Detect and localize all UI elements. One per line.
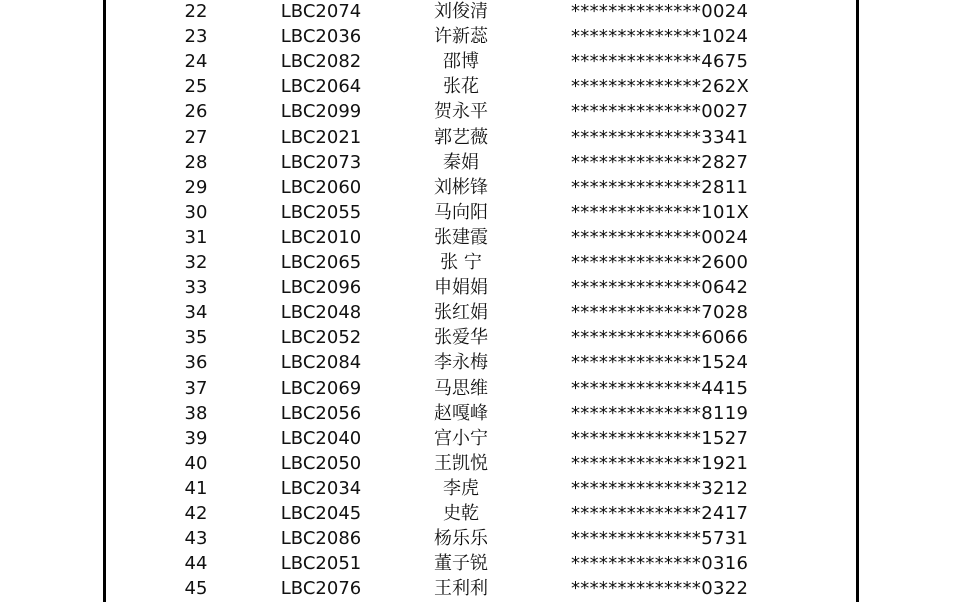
row-number: 28 xyxy=(184,151,208,173)
person-name: 王凯悦 xyxy=(434,452,488,474)
id-number: **************5731 xyxy=(571,528,749,550)
id-number: **************101X xyxy=(571,201,750,223)
person-name: 张爱华 xyxy=(434,327,488,349)
employee-id: LBC2073 xyxy=(280,151,362,173)
id-number: **************1524 xyxy=(571,352,749,374)
person-name: 张建霞 xyxy=(434,226,488,248)
person-name: 董子锐 xyxy=(434,553,488,575)
employee-id: LBC2065 xyxy=(280,252,362,273)
table-row xyxy=(106,526,856,551)
id-number: **************1527 xyxy=(571,427,749,449)
id-number: **************0322 xyxy=(571,578,749,600)
person-name: 张红娟 xyxy=(434,302,488,324)
employee-id: LBC2021 xyxy=(280,126,362,148)
person-name: 郭艺薇 xyxy=(434,126,488,148)
row-number: 36 xyxy=(184,352,208,374)
employee-id: LBC2034 xyxy=(280,477,362,499)
id-number: **************1024 xyxy=(571,26,749,48)
table-row xyxy=(106,350,856,375)
person-name: 马思维 xyxy=(434,377,488,399)
person-name: 贺永平 xyxy=(434,101,488,123)
row-number: 26 xyxy=(184,101,208,123)
employee-id: LBC2096 xyxy=(280,277,362,299)
person-name: 李永梅 xyxy=(434,352,488,374)
employee-id: LBC2040 xyxy=(280,427,362,449)
id-number: **************8119 xyxy=(571,402,749,424)
person-name: 秦娟 xyxy=(443,151,479,173)
id-number: **************2417 xyxy=(571,503,749,524)
row-number: 40 xyxy=(184,452,208,474)
employee-id: LBC2052 xyxy=(280,327,362,349)
row-number: 43 xyxy=(184,528,208,550)
row-number: 41 xyxy=(184,477,208,499)
row-number: 24 xyxy=(184,51,208,73)
page-right-border xyxy=(856,0,859,602)
table-row xyxy=(106,501,856,526)
id-number: **************2811 xyxy=(571,176,749,198)
employee-id: LBC2055 xyxy=(280,201,362,223)
id-number: **************2600 xyxy=(571,252,749,273)
table-row xyxy=(106,125,856,150)
employee-id: LBC2082 xyxy=(280,51,362,73)
row-number: 38 xyxy=(184,402,208,424)
person-name: 刘彬锋 xyxy=(434,176,488,198)
table-row xyxy=(106,451,856,476)
id-number: **************262X xyxy=(571,76,750,98)
person-name: 王利利 xyxy=(434,578,488,600)
id-number: **************6066 xyxy=(571,327,749,349)
employee-id: LBC2069 xyxy=(280,377,362,399)
row-number: 27 xyxy=(184,126,208,148)
table-row xyxy=(106,275,856,300)
row-number: 37 xyxy=(184,377,208,399)
document-page xyxy=(106,0,856,602)
id-number: **************1921 xyxy=(571,452,749,474)
row-number: 39 xyxy=(184,427,208,449)
id-number: **************3341 xyxy=(571,126,749,148)
employee-id: LBC2060 xyxy=(280,176,362,198)
id-number: **************2827 xyxy=(571,151,749,173)
table-row xyxy=(106,401,856,426)
id-number: **************4675 xyxy=(571,51,749,73)
person-name: 史乾 xyxy=(443,503,479,524)
table-row xyxy=(106,74,856,99)
id-number: **************3212 xyxy=(571,477,749,499)
table-row xyxy=(106,376,856,401)
person-name: 宫小宁 xyxy=(434,427,488,449)
id-number: **************0316 xyxy=(571,553,749,575)
row-number: 32 xyxy=(184,252,208,273)
id-number: **************4415 xyxy=(571,377,749,399)
row-number: 23 xyxy=(184,26,208,48)
row-number: 29 xyxy=(184,176,208,198)
table-row xyxy=(106,200,856,225)
table-row xyxy=(106,551,856,576)
employee-id: LBC2084 xyxy=(280,352,362,374)
row-number: 25 xyxy=(184,76,208,98)
employee-id: LBC2074 xyxy=(280,1,362,22)
person-name: 申娟娟 xyxy=(434,277,488,299)
row-number: 42 xyxy=(184,503,208,524)
table-row xyxy=(106,476,856,501)
employee-id: LBC2051 xyxy=(280,553,362,575)
employee-id: LBC2099 xyxy=(280,101,362,123)
table-row xyxy=(106,99,856,124)
person-name: 许新蕊 xyxy=(434,26,488,48)
table-row xyxy=(106,0,856,24)
table-row xyxy=(106,250,856,275)
employee-id: LBC2064 xyxy=(280,76,362,98)
table-row xyxy=(106,24,856,49)
employee-id: LBC2076 xyxy=(280,578,362,600)
person-name: 马向阳 xyxy=(434,201,488,223)
table-row xyxy=(106,49,856,74)
person-name: 刘俊清 xyxy=(434,1,488,22)
person-name: 张 宁 xyxy=(440,252,482,273)
person-name: 杨乐乐 xyxy=(434,528,488,550)
id-number: **************7028 xyxy=(571,302,749,324)
row-number: 33 xyxy=(184,277,208,299)
id-number: **************0027 xyxy=(571,101,749,123)
table-row xyxy=(106,225,856,250)
id-number: **************0642 xyxy=(571,277,749,299)
employee-id: LBC2086 xyxy=(280,528,362,550)
person-name: 李虎 xyxy=(443,477,479,499)
row-number: 45 xyxy=(184,578,208,600)
row-number: 44 xyxy=(184,553,208,575)
row-number: 34 xyxy=(184,302,208,324)
table-row xyxy=(106,175,856,200)
row-number: 35 xyxy=(184,327,208,349)
employee-id: LBC2045 xyxy=(280,503,362,524)
employee-id: LBC2010 xyxy=(280,226,362,248)
row-number: 30 xyxy=(184,201,208,223)
employee-id: LBC2050 xyxy=(280,452,362,474)
row-number: 22 xyxy=(184,1,208,22)
id-number: **************0024 xyxy=(571,1,749,22)
employee-id: LBC2036 xyxy=(280,26,362,48)
row-number: 31 xyxy=(184,226,208,248)
table-row xyxy=(106,426,856,451)
employee-id: LBC2056 xyxy=(280,402,362,424)
person-name: 赵嘎峰 xyxy=(434,402,488,424)
table-row xyxy=(106,300,856,325)
id-number: **************0024 xyxy=(571,226,749,248)
person-name: 张花 xyxy=(443,76,479,98)
person-name: 邵博 xyxy=(443,51,479,73)
table-row xyxy=(106,150,856,175)
table-row xyxy=(106,325,856,350)
table-row xyxy=(106,576,856,601)
employee-id: LBC2048 xyxy=(280,302,362,324)
